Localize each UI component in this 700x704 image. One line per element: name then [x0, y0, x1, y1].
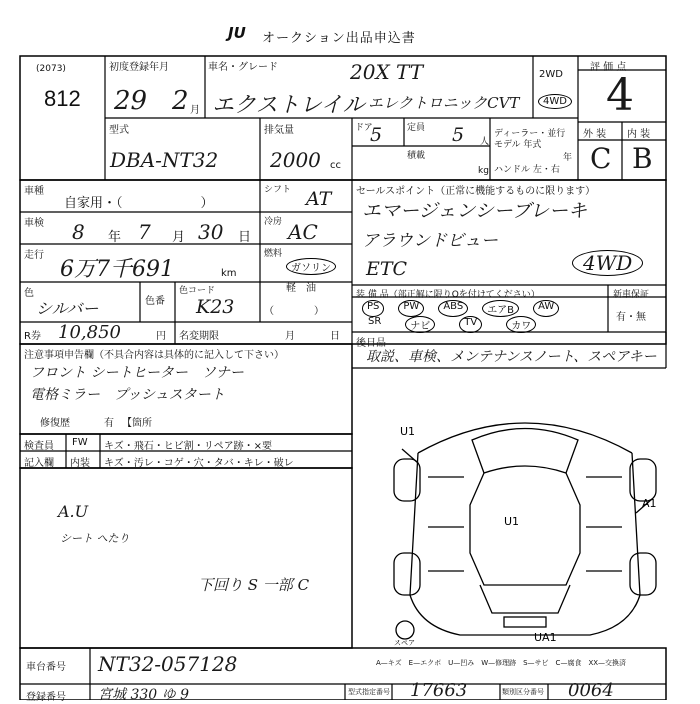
yen-unit: 円	[156, 331, 166, 342]
fuel-label: 燃料	[264, 249, 283, 259]
inspection-day: 30	[198, 220, 224, 244]
chassis-number: NT32-057128	[98, 652, 238, 676]
car-damage-diagram	[380, 395, 670, 647]
under-note: 下回り S 一部 C	[198, 576, 310, 594]
equip-airbag: エアB	[482, 300, 519, 317]
first-reg-month: 2	[172, 86, 189, 116]
sheet-code: (2073)	[36, 64, 66, 74]
wd4-option: 4WD	[538, 94, 572, 109]
r-ticket-label: R券	[24, 331, 41, 342]
color-value: シルバー	[36, 299, 99, 318]
sales-point-1: エマージェンシーブレーキ	[362, 200, 588, 222]
name-change-month: 月	[285, 331, 295, 342]
diagram-mark-a1: A1	[642, 497, 657, 510]
ac-label: 冷房	[264, 217, 283, 227]
type-designation-value: 17663	[410, 680, 468, 701]
equip-tv: TV	[459, 316, 482, 333]
first-reg-year: 29	[114, 86, 148, 116]
grade-value: 20X TT	[350, 60, 424, 84]
inspection-month: 7	[138, 220, 151, 244]
fw-options: キズ・飛石・ヒビ割・リペア跡・×要	[104, 441, 272, 452]
fuel-value: ガソリン	[286, 258, 336, 275]
inspection-label: 車検	[24, 218, 44, 229]
car-name-label: 車名・グレード	[208, 62, 278, 73]
sales-point-2: アラウンドビュー	[362, 231, 498, 251]
vehicle-class-label: 車種	[24, 186, 44, 197]
eval-points-label: 評 価 点	[590, 62, 627, 73]
model-code: DBA-NT32	[110, 148, 219, 172]
doors-value: 5	[370, 124, 383, 146]
interior-tag: 内装	[70, 458, 90, 469]
diagram-mark-u1-top: U1	[400, 425, 416, 438]
equip-navi: ナビ	[405, 316, 435, 333]
interior-grade: B	[632, 142, 653, 175]
equip-abs: ABS	[438, 300, 468, 317]
r-ticket-value: 10,850	[58, 322, 121, 343]
displacement-unit: cc	[330, 160, 341, 171]
note-line-2: 電格ミラー プッシュスタート	[30, 387, 225, 403]
interior-label: 内 装	[627, 129, 651, 140]
capacity-label: 定員	[407, 123, 426, 133]
inspection-year: 8	[72, 220, 85, 244]
note-line-1: フロント シートヒーター ソナー	[30, 365, 244, 381]
displacement-label: 排気量	[264, 125, 294, 136]
form-title: オークション出品申込書	[262, 31, 416, 46]
color-code-label: 色コード	[179, 286, 216, 296]
capacity-value: 5	[452, 124, 465, 146]
displacement-value: 2000	[270, 148, 321, 172]
equip-aw: AW	[533, 300, 559, 317]
color-label: 色	[24, 288, 34, 299]
shift-label: シフト	[264, 185, 292, 195]
name-change-label: 名変期限	[179, 331, 219, 342]
damage-sub: シート へたり	[60, 532, 130, 545]
equip-pw: PW	[398, 300, 424, 317]
sales-point-3: ETC	[366, 258, 408, 280]
model-label: 型式	[109, 125, 129, 136]
notes-title: 注意事項申告欄（不具合内容は具体的に記入して下さい）	[24, 350, 284, 361]
equipment-row-2	[368, 316, 536, 333]
inspector-label: 検査員	[24, 441, 54, 452]
fuel-other: 軽 油	[286, 283, 316, 294]
handle-label: ハンドル 左・右	[494, 165, 560, 175]
equipment-label: 装 備 品（部正解に限りOを付けてください）	[356, 290, 540, 300]
reg-number: 宮城 330 ゆ 9	[98, 687, 189, 703]
damage-main: A.U	[58, 502, 89, 521]
later-equip-label: 後日品	[356, 338, 386, 349]
equip-ps: PS	[362, 300, 384, 317]
brand-logo: JU	[228, 24, 246, 42]
equip-leather: カワ	[506, 316, 536, 333]
category-label: 類別区分番号	[502, 688, 544, 696]
shift-value: AT	[306, 188, 332, 210]
inspection-month-unit: 月	[172, 230, 186, 245]
later-items-value: 取説、車検、メンテナンスノート、スペアキー	[366, 349, 657, 365]
repair-history-label: 修復歴	[40, 418, 70, 429]
wd2-option: 2WD	[539, 69, 563, 80]
model-year-unit: 年	[563, 153, 573, 163]
mileage-label: 走行	[24, 250, 44, 261]
capacity-unit: 人	[480, 137, 490, 147]
first-reg-label: 初度登録年月	[109, 62, 169, 73]
warranty-value: 有・無	[616, 312, 646, 323]
car-name-value: エクストレイル	[212, 93, 365, 118]
exterior-grade: C	[590, 142, 612, 175]
new-warranty-label: 新車保証	[613, 290, 650, 300]
month-mark: 月	[190, 105, 200, 116]
exterior-label: 外 装	[583, 129, 607, 140]
interior-options: キズ・汚レ・コゲ・穴・タバ・キレ・破レ	[104, 458, 294, 469]
load-capacity-label: 積載	[407, 151, 426, 161]
fw-tag: FW	[72, 437, 88, 448]
drive-note: 4WD	[572, 250, 643, 276]
repair-have: 有	[104, 418, 114, 429]
ac-value: AC	[288, 220, 318, 244]
chassis-no-label: 車台番号	[26, 662, 66, 673]
category-value: 0064	[568, 680, 614, 701]
dealer-import-label: ディーラー・並行	[494, 129, 566, 139]
inspection-year-unit: 年	[108, 230, 122, 245]
lot-number: 812	[44, 86, 81, 111]
type-designation-label: 型式指定番号	[348, 688, 390, 696]
color-code-value: K23	[196, 296, 235, 318]
equipment-row-1	[362, 300, 559, 317]
diagram-mark-ua1: UA1	[534, 631, 557, 644]
inspection-day-unit: 日	[238, 230, 252, 245]
grade-detail-value: エレクトロニックCVT	[368, 94, 520, 112]
reg-no-label: 登録番号	[26, 692, 66, 703]
repair-part: 【箇所	[122, 418, 152, 429]
vehicle-class-value: 自家用・（ ）	[64, 196, 214, 211]
model-year-label: モデル 年式	[494, 140, 542, 150]
fuel-paren: （ ）	[264, 306, 324, 317]
spare-label: スペア	[394, 639, 415, 647]
diagram-mark-u1-center: U1	[504, 515, 520, 528]
sales-point-label: セールスポイント（正常に機能するものに限ります）	[356, 186, 596, 197]
damage-legend: A—キズ E—エクボ U—凹み W—修理跡 S—サビ C—腐食 XX—交換済	[376, 659, 627, 667]
doors-label: ドア	[355, 123, 373, 133]
mileage-value: 6万7千691	[60, 257, 174, 282]
kg-unit: kg	[478, 166, 489, 176]
entry-col-label: 記入欄	[24, 458, 54, 469]
evaluation-score: 4	[606, 70, 634, 121]
name-change-day: 日	[330, 331, 340, 342]
km-unit: km	[221, 268, 237, 279]
equip-sr: SR	[368, 316, 382, 327]
color-no-label: 色番	[145, 296, 165, 307]
